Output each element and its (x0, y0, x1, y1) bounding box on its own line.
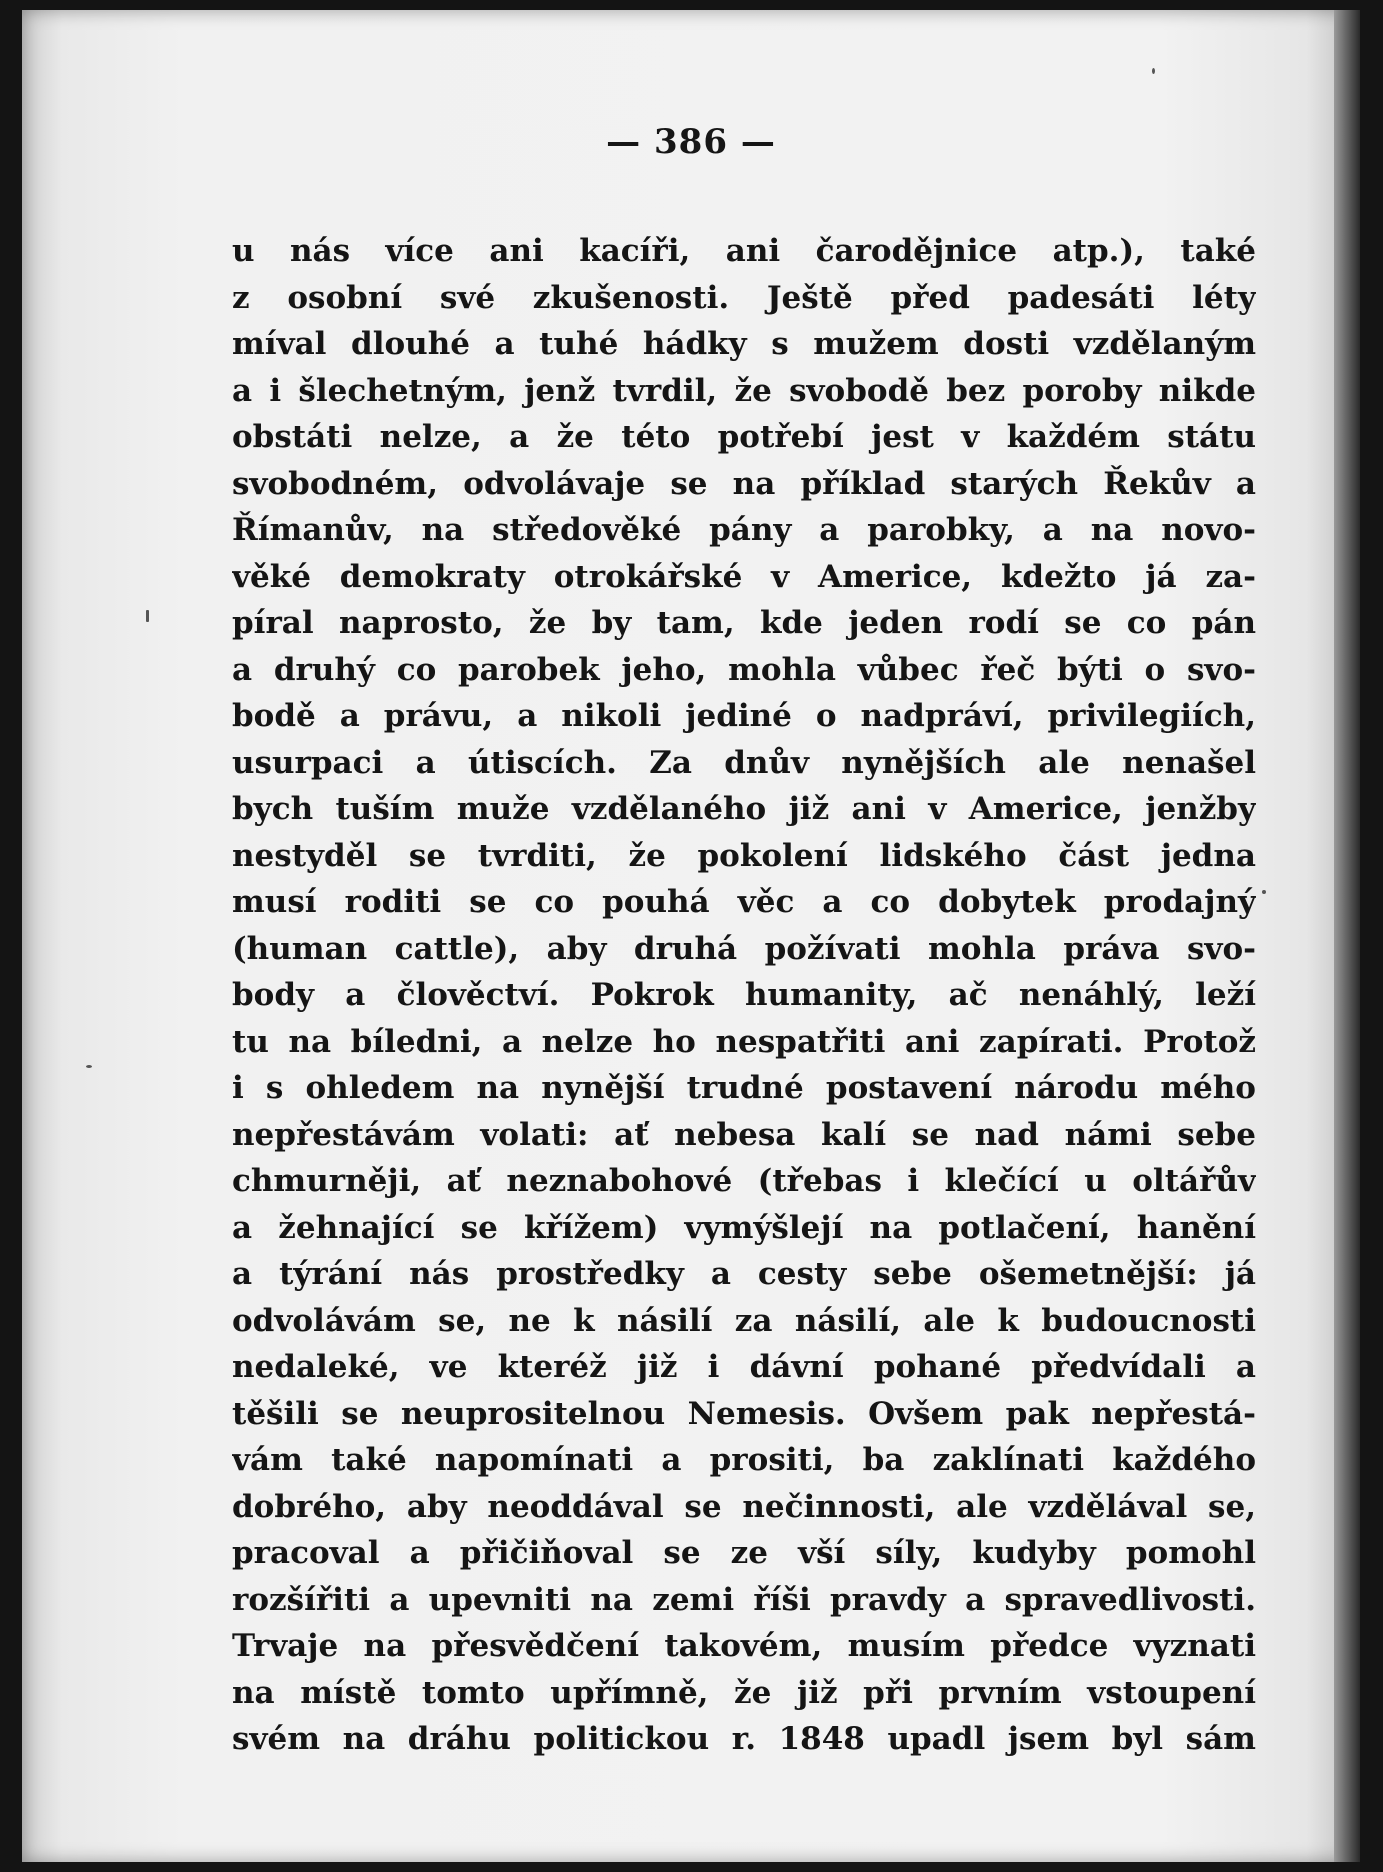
text-line: nedaleké, ve kteréž již i dávní pohané předvídali a (232, 1349, 1256, 1385)
text-line: dobrého, aby neoddával se nečinnosti, ale vzdělával se, (232, 1488, 1256, 1525)
text-line: i s ohledem na nynější trudné postavení národu mého (232, 1070, 1256, 1106)
text-line: musí roditi se co pouhá věc a co dobytek prodajný (232, 884, 1256, 920)
text-line: míval dlouhé a tuhé hádky s mužem dosti vzdělaným (232, 326, 1256, 362)
print-speck (146, 610, 149, 622)
text-line: svém na dráhu politickou r. 1848 upadl jsem byl sám (232, 1721, 1256, 1757)
print-speck (1262, 890, 1266, 894)
print-speck (1152, 68, 1155, 74)
text-line: Římanův, na středověké pány a parobky, a na novo- (232, 512, 1256, 548)
book-page (22, 10, 1360, 1862)
text-line: a týrání nás prostředky a cesty sebe ošemetnější: já (232, 1256, 1256, 1292)
text-line: bodě a právu, a nikoli jediné o nadpráví, privilegiích, (232, 698, 1256, 734)
text-line: tu na bíledni, a nelze ho nespatřiti ani zapírati. Protož (232, 1023, 1256, 1060)
page-number: — 386 — (606, 122, 776, 162)
page-edge (1334, 10, 1360, 1862)
text-line: (human cattle), aby druhá požívati mohla práva svo- (232, 930, 1256, 967)
text-line: pracoval a přičiňoval se ze vší síly, kudyby pomohl (232, 1535, 1256, 1571)
text-line: odvolávám se, ne k násilí za násilí, ale k budoucnosti (232, 1302, 1256, 1339)
text-line: a žehnající se křížem) vymýšlejí na potlačení, hanění (232, 1209, 1256, 1246)
text-line: obstáti nelze, a že této potřebí jest v každém státu (232, 419, 1256, 455)
text-line: těšili se neuprositelnou Nemesis. Ovšem pak nepřestá- (232, 1395, 1256, 1432)
text-line: usurpaci a útiscích. Za dnův nynějších ale nenašel (232, 744, 1256, 781)
text-line: rozšířiti a upevniti na zemi říši pravdy a spravedlivosti. (232, 1581, 1256, 1618)
text-line: svobodném, odvolávaje se na příklad starých Řekův a (232, 465, 1256, 502)
print-speck (86, 1065, 92, 1068)
text-line: píral naprosto, že by tam, kde jeden rodí se co pán (232, 605, 1256, 641)
text-line: a i šlechetným, jenž tvrdil, že svobodě bez poroby nikde (232, 372, 1256, 409)
text-line: nepřestávám volati: ať nebesa kalí se nad námi sebe (232, 1116, 1256, 1153)
text-line: vám také napomínati a prositi, ba zaklínati každého (232, 1442, 1256, 1478)
text-line: body a člověctví. Pokrok humanity, ač nenáhlý, leží (232, 977, 1256, 1013)
text-line: na místě tomto upřímně, že již při prvním vstoupení (232, 1674, 1256, 1711)
text-line: z osobní své zkušenosti. Ještě před padesáti léty (232, 279, 1256, 316)
body-text (232, 228, 1256, 1763)
text-line: bych tuším muže vzdělaného již ani v Americe, jenžby (232, 791, 1256, 827)
text-line: u nás více ani kacíři, ani čarodějnice atp.), také (232, 233, 1256, 269)
text-line: a druhý co parobek jeho, mohla vůbec řeč býti o svo- (232, 651, 1256, 688)
text-line: chmurněji, ať neznabohové (třebas i klečící u oltářův (232, 1163, 1256, 1199)
text-line: Trvaje na přesvědčení takovém, musím předce vyznati (232, 1628, 1256, 1664)
text-line: věké demokraty otrokářské v Americe, kdežto já za- (232, 558, 1256, 595)
text-line: nestyděl se tvrditi, že pokolení lidského část jedna (232, 837, 1256, 874)
